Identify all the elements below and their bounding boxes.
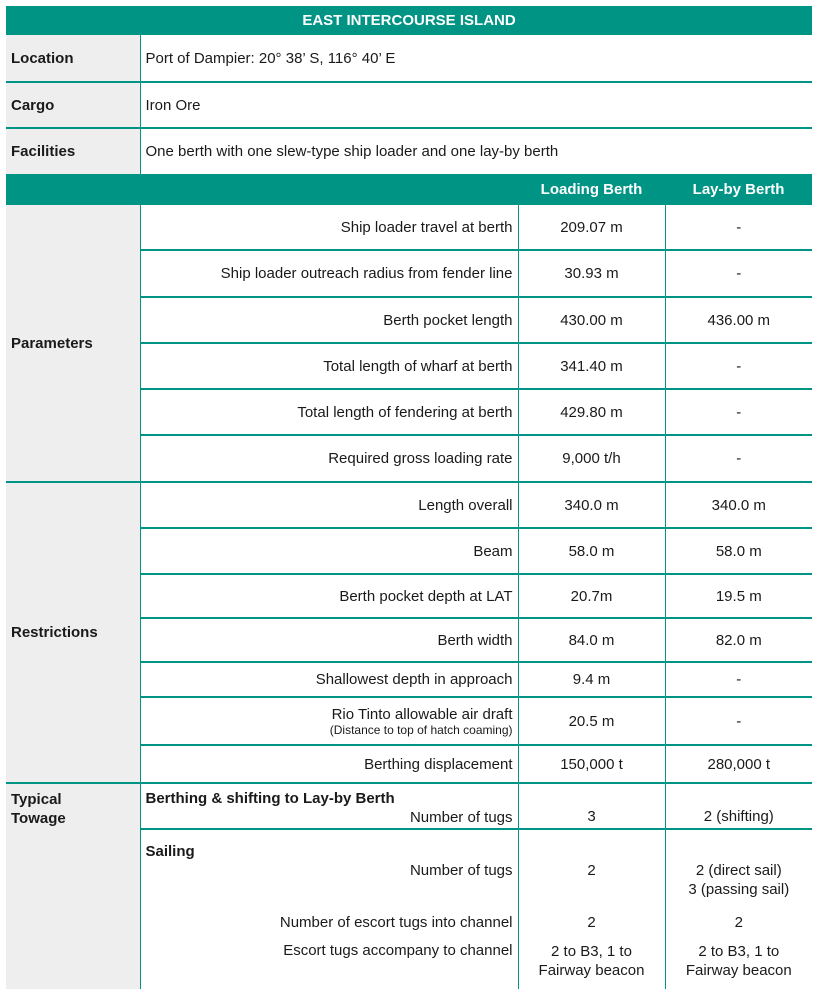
layby-value: -: [665, 205, 812, 250]
layby-value: -: [665, 435, 812, 482]
layby-value-line2: Fairway beacon: [685, 962, 792, 979]
loading-value: 150,000 t: [518, 745, 665, 783]
loading-value: 20.7m: [518, 574, 665, 618]
berthing-heading: Berthing & shifting to Lay-by Berth: [145, 790, 395, 807]
loading-value: 430.00 m: [518, 297, 665, 343]
loading-value: 84.0 m: [518, 618, 665, 662]
towage-label-line1: Typical: [11, 791, 62, 808]
restrictions-label: Restrictions: [6, 482, 140, 783]
layby-value: -: [665, 697, 812, 745]
restriction-name: Rio Tinto allowable air draft: [331, 705, 513, 723]
header-blank: [6, 174, 518, 205]
parameter-name: Ship loader travel at berth: [140, 205, 518, 250]
loading-value: 9.4 m: [518, 662, 665, 697]
loading-value-cell: [518, 939, 665, 989]
loading-value-line1: 2 to B3, 1 to: [551, 943, 632, 960]
parameter-name: Ship loader outreach radius from fender line: [140, 250, 518, 297]
berth-spec-table: [6, 6, 812, 989]
restriction-name: Shallowest depth in approach: [140, 662, 518, 697]
loading-value: 209.07 m: [518, 205, 665, 250]
layby-value: 280,000 t: [665, 745, 812, 783]
restriction-name: Berthing displacement: [140, 745, 518, 783]
info-row-location: [6, 35, 812, 82]
table-title: EAST INTERCOURSE ISLAND: [6, 6, 812, 35]
restriction-name: Beam: [140, 528, 518, 574]
layby-value-cell: [665, 939, 812, 989]
towage-item-name: Number of tugs: [409, 809, 513, 826]
facilities-label: Facilities: [6, 128, 140, 174]
towage-item-name: Number of escort tugs into channel: [140, 905, 518, 939]
restriction-name: Berth pocket depth at LAT: [140, 574, 518, 618]
towage-item-name: Number of tugs: [409, 862, 513, 879]
layby-value-cell: [665, 829, 812, 905]
loading-berth-header: Loading Berth: [518, 174, 665, 205]
towage-label-line2: Towage: [11, 810, 66, 827]
layby-value: 2 (shifting): [665, 783, 812, 829]
restriction-row: [6, 482, 812, 528]
sailing-heading: Sailing: [145, 843, 195, 860]
layby-value: -: [665, 389, 812, 435]
parameter-name: Total length of fendering at berth: [140, 389, 518, 435]
layby-value: 436.00 m: [665, 297, 812, 343]
layby-value: 58.0 m: [665, 528, 812, 574]
loading-value: 341.40 m: [518, 343, 665, 389]
restriction-name: Length overall: [140, 482, 518, 528]
loading-value: 340.0 m: [518, 482, 665, 528]
layby-value-line1: 2 to B3, 1 to: [698, 943, 780, 960]
location-value: Port of Dampier: 20° 38’ S, 116° 40’ E: [140, 35, 812, 82]
layby-value-line2: 3 (passing sail): [688, 881, 790, 898]
parameters-label: Parameters: [6, 205, 140, 482]
loading-value: 3: [518, 783, 665, 829]
info-row-facilities: [6, 128, 812, 174]
parameter-name: Total length of wharf at berth: [140, 343, 518, 389]
column-header-row: [6, 174, 812, 205]
loading-value: 58.0 m: [518, 528, 665, 574]
layby-berth-header: Lay-by Berth: [665, 174, 812, 205]
restriction-name-cell: [140, 697, 518, 745]
location-label: Location: [6, 35, 140, 82]
loading-value: 30.93 m: [518, 250, 665, 297]
loading-value: 2: [518, 905, 665, 939]
layby-value: 340.0 m: [665, 482, 812, 528]
loading-value: 2: [518, 829, 665, 905]
layby-value: -: [665, 250, 812, 297]
berth-spec-sheet: [6, 6, 812, 989]
parameter-name: Berth pocket length: [140, 297, 518, 343]
layby-value: -: [665, 662, 812, 697]
layby-value: 2: [665, 905, 812, 939]
restriction-name: Berth width: [140, 618, 518, 662]
restriction-note: (Distance to top of hatch coaming): [329, 722, 513, 737]
layby-value: 82.0 m: [665, 618, 812, 662]
loading-value: 20.5 m: [518, 697, 665, 745]
cargo-label: Cargo: [6, 82, 140, 128]
berthing-cell: [140, 783, 518, 829]
title-row: [6, 6, 812, 35]
parameter-row: [6, 205, 812, 250]
sailing-cell: [140, 829, 518, 905]
towage-item-name: Escort tugs accompany to channel: [140, 939, 518, 989]
loading-value-line2: Fairway beacon: [538, 962, 645, 979]
loading-value: 429.80 m: [518, 389, 665, 435]
cargo-value: Iron Ore: [140, 82, 812, 128]
layby-value: 19.5 m: [665, 574, 812, 618]
towage-berthing-row: [6, 783, 812, 829]
towage-label: [6, 783, 140, 989]
loading-value: 9,000 t/h: [518, 435, 665, 482]
layby-value: -: [665, 343, 812, 389]
layby-value-line1: 2 (direct sail): [695, 862, 782, 879]
parameter-name: Required gross loading rate: [140, 435, 518, 482]
info-row-cargo: [6, 82, 812, 128]
facilities-value: One berth with one slew-type ship loader and one lay-by berth: [140, 128, 812, 174]
